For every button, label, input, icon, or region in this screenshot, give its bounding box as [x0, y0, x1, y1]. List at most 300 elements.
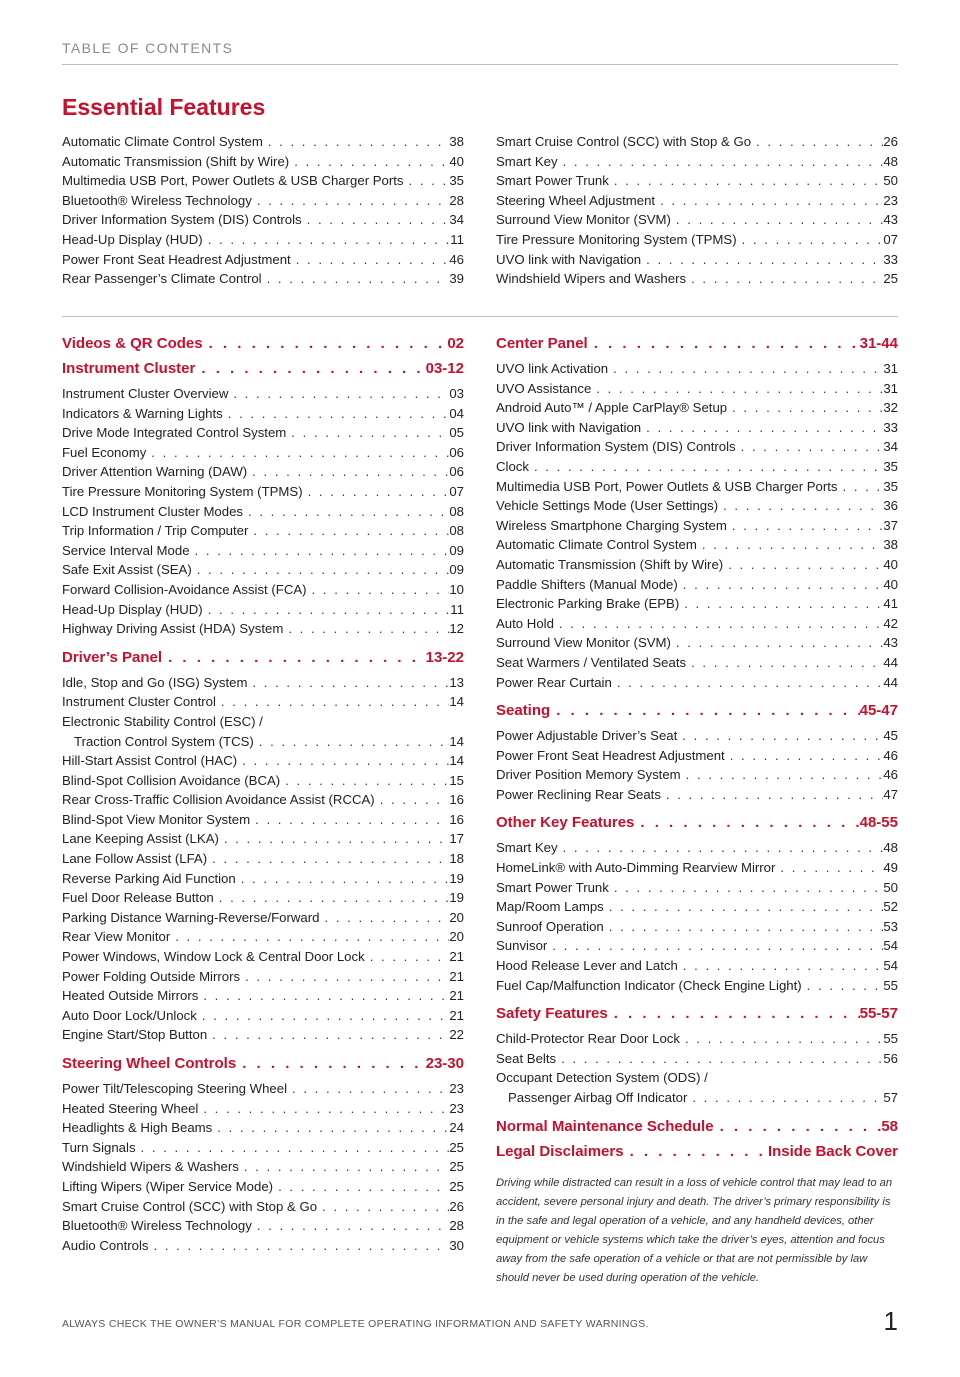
dot-leader: [207, 1025, 449, 1045]
dot-leader: [737, 230, 884, 250]
toc-entry[interactable]: [496, 535, 898, 555]
toc-entry-title: Multimedia USB Port, Power Outlets & USB Charger Ports: [62, 173, 404, 189]
toc-entry-continued[interactable]: [62, 732, 464, 752]
toc-entry-page: 08: [449, 503, 464, 519]
toc-entry[interactable]: [62, 1157, 464, 1177]
toc-entry[interactable]: [496, 878, 898, 898]
dot-leader: [661, 785, 883, 805]
section-heading[interactable]: [496, 1142, 898, 1162]
toc-entry[interactable]: [62, 1079, 464, 1099]
toc-entry-title: Lifting Wipers (Wiper Service Mode): [62, 1178, 274, 1194]
dot-leader: [237, 751, 449, 771]
toc-entry-title: Smart Key: [496, 153, 558, 169]
toc-entry-page: 40: [883, 576, 898, 592]
toc-entry[interactable]: [496, 516, 898, 536]
toc-entry[interactable]: [62, 171, 464, 191]
toc-entry[interactable]: [62, 462, 464, 482]
toc-entry-title: Tire Pressure Monitoring System (TPMS): [62, 483, 303, 499]
dot-leader: [609, 171, 883, 191]
toc-entry[interactable]: [62, 1236, 464, 1256]
toc-entry[interactable]: [496, 379, 898, 399]
toc-entry[interactable]: [496, 437, 898, 457]
toc-entry-title: Child-Protector Rear Door Lock: [496, 1031, 680, 1047]
toc-entry[interactable]: [496, 477, 898, 497]
dot-leader: [550, 701, 859, 721]
toc-entry[interactable]: [496, 191, 898, 211]
section-pages: 58: [881, 1117, 898, 1135]
dot-leader: [263, 132, 450, 152]
toc-entry-title: Safe Exit Assist (SEA): [62, 562, 192, 578]
toc-entry[interactable]: [62, 560, 464, 580]
toc-entry[interactable]: [62, 210, 464, 230]
toc-entry[interactable]: [62, 423, 464, 443]
toc-entry-page: 24: [449, 1120, 464, 1136]
dot-leader: [198, 1099, 449, 1119]
toc-entry-page: 46: [449, 251, 464, 267]
toc-entry[interactable]: [62, 269, 464, 289]
toc-entry-page: 25: [883, 271, 898, 287]
toc-entry-page: 36: [883, 498, 898, 514]
toc-entry[interactable]: [62, 829, 464, 849]
toc-entry[interactable]: [496, 838, 898, 858]
toc-entry[interactable]: [496, 746, 898, 766]
toc-entry[interactable]: [62, 673, 464, 693]
toc-entry[interactable]: [62, 927, 464, 947]
toc-entry-page: 19: [449, 890, 464, 906]
toc-entry[interactable]: [62, 191, 464, 211]
section-pages: Inside Back Cover: [767, 1142, 898, 1160]
section-heading[interactable]: [62, 359, 464, 379]
toc-entry[interactable]: [496, 956, 898, 976]
toc-entry-title: Windshield Wipers and Washers: [496, 271, 687, 287]
toc-entry-page: 10: [449, 581, 464, 597]
toc-entry-page: 57: [883, 1090, 898, 1105]
toc-entry-title: Rear Cross-Traffic Collision Avoidance Assist (RCCA): [62, 792, 375, 808]
toc-entry-page: 41: [883, 596, 898, 612]
toc-entry-title: Instrument Cluster Overview: [62, 386, 229, 401]
dot-leader: [252, 191, 450, 211]
dot-leader: [203, 334, 448, 354]
section-title: Driver’s Panel: [62, 648, 163, 666]
toc-entry-page: 14: [449, 753, 464, 769]
dot-leader: [273, 1177, 449, 1197]
dot-leader: [289, 152, 449, 172]
toc-entry-page: 35: [883, 458, 898, 474]
toc-entry[interactable]: [62, 1099, 464, 1119]
toc-entry[interactable]: [62, 619, 464, 639]
toc-entry[interactable]: [496, 785, 898, 805]
essential-left-column: [62, 132, 464, 289]
toc-entry-page: 04: [449, 405, 464, 421]
dot-leader: [250, 810, 449, 830]
section-title: Other Key Features: [496, 814, 635, 832]
toc-entry[interactable]: [62, 908, 464, 928]
dot-leader: [802, 976, 884, 996]
toc-entry-page: 56: [883, 1050, 898, 1066]
toc-entry[interactable]: [62, 443, 464, 463]
section-heading[interactable]: [62, 334, 464, 354]
toc-entry[interactable]: [496, 858, 898, 878]
toc-entry-page: 43: [883, 212, 898, 228]
toc-entry-page: 26: [449, 1198, 464, 1214]
toc-entry[interactable]: [62, 1197, 464, 1217]
toc-entry[interactable]: [62, 541, 464, 561]
toc-entry-title: Driver Attention Warning (DAW): [62, 464, 248, 480]
toc-entry[interactable]: [62, 580, 464, 600]
toc-entry[interactable]: [62, 1118, 464, 1138]
toc-entry-page: 37: [883, 517, 898, 533]
toc-entry-page: 33: [883, 251, 898, 267]
toc-entry[interactable]: [496, 171, 898, 191]
dot-leader: [207, 849, 449, 869]
toc-entry[interactable]: [62, 1216, 464, 1236]
dot-leader: [212, 1118, 449, 1138]
toc-entry-title: Service Interval Mode: [62, 542, 190, 558]
toc-entry[interactable]: [62, 1006, 464, 1026]
toc-header: TABLE OF CONTENTS: [62, 40, 234, 56]
footer-note: ALWAYS CHECK THE OWNER’S MANUAL FOR COMPLETE OPERATING INFORMATION AND SAFETY WARNINGS.: [62, 1318, 649, 1330]
dot-leader: [697, 535, 884, 555]
toc-entry-page: 38: [449, 134, 464, 149]
toc-entry[interactable]: [496, 398, 898, 418]
toc-entry[interactable]: [496, 418, 898, 438]
dot-leader: [190, 541, 450, 561]
toc-right-column: [496, 334, 898, 1288]
toc-entry-title: Windshield Wipers & Washers: [62, 1159, 239, 1175]
toc-entry-title: Passenger Airbag Off Indicator: [508, 1090, 688, 1105]
toc-entry[interactable]: [62, 810, 464, 830]
toc-entry-title: Forward Collision-Avoidance Assist (FCA): [62, 581, 307, 597]
toc-entry-page: 38: [883, 537, 898, 553]
toc-entry-title: Heated Steering Wheel: [62, 1100, 199, 1116]
toc-entry[interactable]: [62, 692, 464, 712]
dot-leader: [203, 600, 451, 620]
dot-leader: [727, 516, 883, 536]
toc-entry-page: 33: [883, 419, 898, 435]
toc-entry-page: 21: [449, 968, 464, 984]
dot-leader: [687, 1088, 883, 1108]
toc-entry[interactable]: [496, 210, 898, 230]
dot-leader: [228, 384, 449, 404]
toc-entry[interactable]: [496, 633, 898, 653]
toc-entry-title: Multimedia USB Port, Power Outlets & USB Charger Ports: [496, 478, 838, 494]
toc-entry[interactable]: [62, 404, 464, 424]
dot-leader: [680, 1029, 883, 1049]
toc-entry-title: Head-Up Display (HUD): [62, 601, 203, 617]
dot-leader: [714, 1117, 882, 1137]
toc-entry-title: Idle, Stop and Go (ISG) System: [62, 674, 248, 690]
toc-entry[interactable]: [62, 967, 464, 987]
toc-entry[interactable]: [62, 1177, 464, 1197]
toc-entry-title: Drive Mode Integrated Control System: [62, 425, 287, 441]
section-title: Legal Disclaimers: [496, 1142, 624, 1160]
toc-entry-page: 20: [449, 929, 464, 945]
toc-entry-page: 54: [883, 958, 898, 974]
section-heading[interactable]: [496, 1004, 898, 1024]
toc-entry-title: Power Reclining Rear Seats: [496, 786, 661, 802]
toc-entry[interactable]: [496, 594, 898, 614]
toc-entry[interactable]: [496, 653, 898, 673]
dot-leader: [558, 838, 884, 858]
toc-entry-continued[interactable]: [496, 1088, 898, 1108]
dot-leader: [214, 888, 450, 908]
toc-entry-page: 07: [449, 483, 464, 499]
toc-entry-title: Seat Belts: [496, 1050, 557, 1066]
dot-leader: [604, 917, 884, 937]
dot-leader: [262, 269, 450, 289]
toc-entry-title: Automatic Transmission (Shift by Wire): [62, 153, 290, 169]
toc-entry[interactable]: [62, 502, 464, 522]
toc-entry-page: 21: [449, 1007, 464, 1023]
toc-entry[interactable]: [496, 1068, 898, 1088]
toc-entry-title: Surround View Monitor (SVM): [496, 212, 671, 228]
distracted-driving-disclaimer: Driving while distracted can result in a loss of vehicle control that may lead to an accident, severe personal injury and death. The driver’s primary responsibility is in the safe and legal operation of a vehicle, and any handheld devices, other equipment or vehicle systems which take the driver’s eyes, attention and focus away from the safe operation of a vehicle or that are not permissible by law should never be used during operation of the vehicle.: [496, 1176, 893, 1284]
dot-leader: [280, 771, 449, 791]
toc-entry[interactable]: [62, 600, 464, 620]
toc-entry[interactable]: [62, 849, 464, 869]
toc-entry-page: 50: [883, 173, 898, 189]
toc-entry-page: 28: [449, 192, 464, 208]
toc-entry[interactable]: [496, 1029, 898, 1049]
toc-entry[interactable]: [62, 751, 464, 771]
dot-leader: [529, 457, 883, 477]
toc-entry-title: Blind-Spot View Monitor System: [62, 811, 251, 827]
toc-entry[interactable]: [496, 250, 898, 270]
section-pages: 31-44: [859, 335, 898, 352]
toc-entry[interactable]: [496, 269, 898, 289]
dot-leader: [678, 575, 884, 595]
dot-leader: [678, 956, 884, 976]
section-title: Normal Maintenance Schedule: [496, 1117, 714, 1135]
toc-entry[interactable]: [62, 132, 464, 152]
dot-leader: [247, 462, 449, 482]
dot-leader: [727, 398, 883, 418]
dot-leader: [588, 334, 860, 354]
toc-entry-page: 07: [883, 231, 898, 247]
toc-entry-page: 25: [449, 1178, 464, 1194]
dot-leader: [608, 1004, 860, 1024]
toc-entry[interactable]: [496, 230, 898, 250]
toc-entry-title: Rear View Monitor: [62, 929, 171, 945]
dot-leader: [641, 418, 883, 438]
toc-entry-page: 54: [883, 938, 898, 954]
dot-leader: [239, 1157, 449, 1177]
toc-entry-title: Smart Key: [496, 840, 558, 856]
dot-leader: [240, 967, 449, 987]
toc-entry-page: 53: [883, 918, 898, 934]
dot-leader: [404, 171, 450, 191]
toc-entry-page: 17: [449, 831, 464, 847]
toc-entry[interactable]: [62, 712, 464, 732]
toc-entry-title: Head-Up Display (HUD): [62, 231, 203, 247]
toc-entry[interactable]: [62, 947, 464, 967]
dot-leader: [252, 1216, 450, 1236]
essential-features-title: Essential Features: [62, 94, 266, 120]
toc-entry-page: 40: [883, 556, 898, 572]
toc-entry-title: Engine Start/Stop Button: [62, 1027, 208, 1043]
toc-entry[interactable]: [62, 482, 464, 502]
toc-entry[interactable]: [496, 917, 898, 937]
toc-entry-title: Lane Keeping Assist (LKA): [62, 831, 219, 847]
toc-entry-page: 23: [449, 1081, 464, 1096]
toc-entry-page: 42: [883, 615, 898, 631]
toc-entry[interactable]: [496, 897, 898, 917]
toc-entry[interactable]: [496, 555, 898, 575]
dot-leader: [671, 633, 883, 653]
toc-entry-title: Smart Power Trunk: [496, 879, 609, 895]
toc-entry-page: 48: [883, 153, 898, 169]
dot-leader: [149, 1236, 450, 1256]
toc-entry-page: 44: [883, 654, 898, 670]
dot-leader: [248, 521, 449, 541]
section-pages: 02: [447, 335, 464, 352]
toc-entry-title: Power Adjustable Driver’s Seat: [496, 728, 678, 744]
toc-entry-title: Electronic Parking Brake (EPB): [496, 596, 680, 612]
toc-entry-page: 23: [883, 192, 898, 208]
section-heading[interactable]: [62, 1054, 464, 1074]
toc-entry[interactable]: [62, 230, 464, 250]
dot-leader: [591, 379, 883, 399]
dot-leader: [365, 947, 450, 967]
section-heading[interactable]: [496, 701, 898, 721]
toc-entry-title: Highway Driving Assist (HDA) System: [62, 621, 284, 637]
toc-entry-title: UVO Assistance: [496, 380, 592, 396]
section-heading[interactable]: [496, 334, 898, 354]
toc-entry-page: 20: [449, 909, 464, 925]
toc-entry-title: UVO link with Navigation: [496, 419, 642, 435]
toc-entry[interactable]: [496, 673, 898, 693]
dot-leader: [375, 790, 450, 810]
toc-entry-title: Sunroof Operation: [496, 918, 604, 934]
toc-entry-title: Hood Release Lever and Latch: [496, 958, 678, 974]
dot-leader: [723, 555, 883, 575]
toc-entry-page: 34: [449, 212, 464, 228]
toc-entry-page: 25: [449, 1159, 464, 1175]
dot-leader: [203, 230, 451, 250]
toc-entry-title: Automatic Climate Control System: [496, 537, 697, 553]
toc-entry-page: 43: [883, 635, 898, 651]
dot-leader: [608, 359, 883, 379]
toc-entry-title: Auto Door Lock/Unlock: [62, 1007, 197, 1023]
toc-entry-title: Steering Wheel Adjustment: [496, 192, 656, 208]
section-title: Instrument Cluster: [62, 360, 196, 377]
toc-entry[interactable]: [62, 1025, 464, 1045]
toc-entry[interactable]: [62, 250, 464, 270]
toc-entry[interactable]: [62, 521, 464, 541]
dot-leader: [838, 477, 884, 497]
toc-entry[interactable]: [496, 936, 898, 956]
dot-leader: [317, 1197, 449, 1217]
toc-entry-title: Heated Outside Mirrors: [62, 988, 199, 1004]
toc-entry[interactable]: [496, 1049, 898, 1069]
toc-entry-title: Parking Distance Warning-Reverse/Forward: [62, 909, 320, 925]
toc-entry-page: 47: [883, 786, 898, 802]
toc-entry-title: Seat Warmers / Ventilated Seats: [496, 654, 687, 670]
toc-entry-page: 39: [449, 271, 464, 287]
toc-entry[interactable]: [496, 496, 898, 516]
toc-entry-title: Rear Passenger’s Climate Control: [62, 271, 262, 287]
toc-entry-title: Trip Information / Trip Computer: [62, 523, 249, 539]
toc-entry-page: 21: [449, 988, 464, 1004]
toc-entry-page: 14: [449, 694, 464, 710]
toc-entry-title: Automatic Transmission (Shift by Wire): [496, 556, 724, 572]
toc-entry-page: 16: [449, 811, 464, 827]
toc-entry[interactable]: [62, 771, 464, 791]
dot-leader: [634, 813, 859, 833]
toc-entry-title: Clock: [496, 458, 529, 474]
dot-leader: [216, 692, 449, 712]
toc-entry[interactable]: [62, 986, 464, 1006]
toc-entry-page: 09: [449, 542, 464, 558]
toc-entry-title: Occupant Detection System (ODS) /: [496, 1070, 708, 1086]
toc-entry-page: 19: [449, 870, 464, 886]
toc-entry-page: 22: [449, 1027, 464, 1043]
toc-entry[interactable]: [62, 152, 464, 172]
toc-entry-title: Power Rear Curtain: [496, 674, 612, 690]
dot-leader: [236, 1054, 425, 1074]
dot-leader: [609, 878, 883, 898]
toc-entry-page: 16: [449, 792, 464, 808]
toc-entry[interactable]: [62, 1138, 464, 1158]
toc-entry-title: Power Folding Outside Mirrors: [62, 968, 241, 984]
toc-entry-title: Paddle Shifters (Manual Mode): [496, 576, 678, 592]
toc-entry-title: Smart Cruise Control (SCC) with Stop & Go: [496, 134, 752, 149]
dot-leader: [677, 726, 883, 746]
toc-entry[interactable]: [62, 869, 464, 889]
toc-entry[interactable]: [496, 726, 898, 746]
toc-entry-page: 35: [449, 173, 464, 189]
toc-entry[interactable]: [496, 765, 898, 785]
dot-leader: [686, 653, 883, 673]
toc-entry-page: 11: [450, 231, 464, 247]
toc-entry[interactable]: [62, 790, 464, 810]
dot-leader: [198, 986, 449, 1006]
toc-entry-title: Indicators & Warning Lights: [62, 405, 223, 421]
toc-entry[interactable]: [496, 359, 898, 379]
toc-entry-page: 50: [883, 879, 898, 895]
section-heading[interactable]: [496, 1117, 898, 1137]
section-pages: 48-55: [859, 814, 898, 832]
dot-leader: [283, 619, 449, 639]
dot-leader: [195, 359, 425, 379]
toc-entry[interactable]: [496, 976, 898, 996]
toc-entry-title: UVO link Activation: [496, 361, 609, 376]
dot-leader: [558, 152, 884, 172]
toc-entry-title: Fuel Cap/Malfunction Indicator (Check Engine Light): [496, 977, 802, 993]
toc-entry[interactable]: [496, 457, 898, 477]
toc-entry-page: 31: [883, 380, 898, 396]
dot-leader: [604, 897, 884, 917]
toc-entry[interactable]: [496, 614, 898, 634]
toc-entry-title: Automatic Climate Control System: [62, 134, 263, 149]
toc-entry[interactable]: [62, 384, 464, 404]
section-title: Videos & QR Codes: [62, 335, 203, 352]
dot-leader: [219, 829, 449, 849]
dot-leader: [254, 732, 450, 752]
toc-entry[interactable]: [496, 152, 898, 172]
section-heading[interactable]: [496, 813, 898, 833]
toc-entry[interactable]: [496, 575, 898, 595]
dot-leader: [624, 1142, 768, 1162]
toc-entry-title: Electronic Stability Control (ESC) /: [62, 713, 263, 729]
toc-entry[interactable]: [496, 132, 898, 152]
toc-entry-page: 14: [449, 733, 464, 749]
section-heading[interactable]: [62, 648, 464, 668]
dot-leader: [146, 443, 449, 463]
essential-right-column: [496, 132, 898, 289]
toc-entry-title: Power Front Seat Headrest Adjustment: [496, 747, 725, 763]
toc-entry[interactable]: [62, 888, 464, 908]
